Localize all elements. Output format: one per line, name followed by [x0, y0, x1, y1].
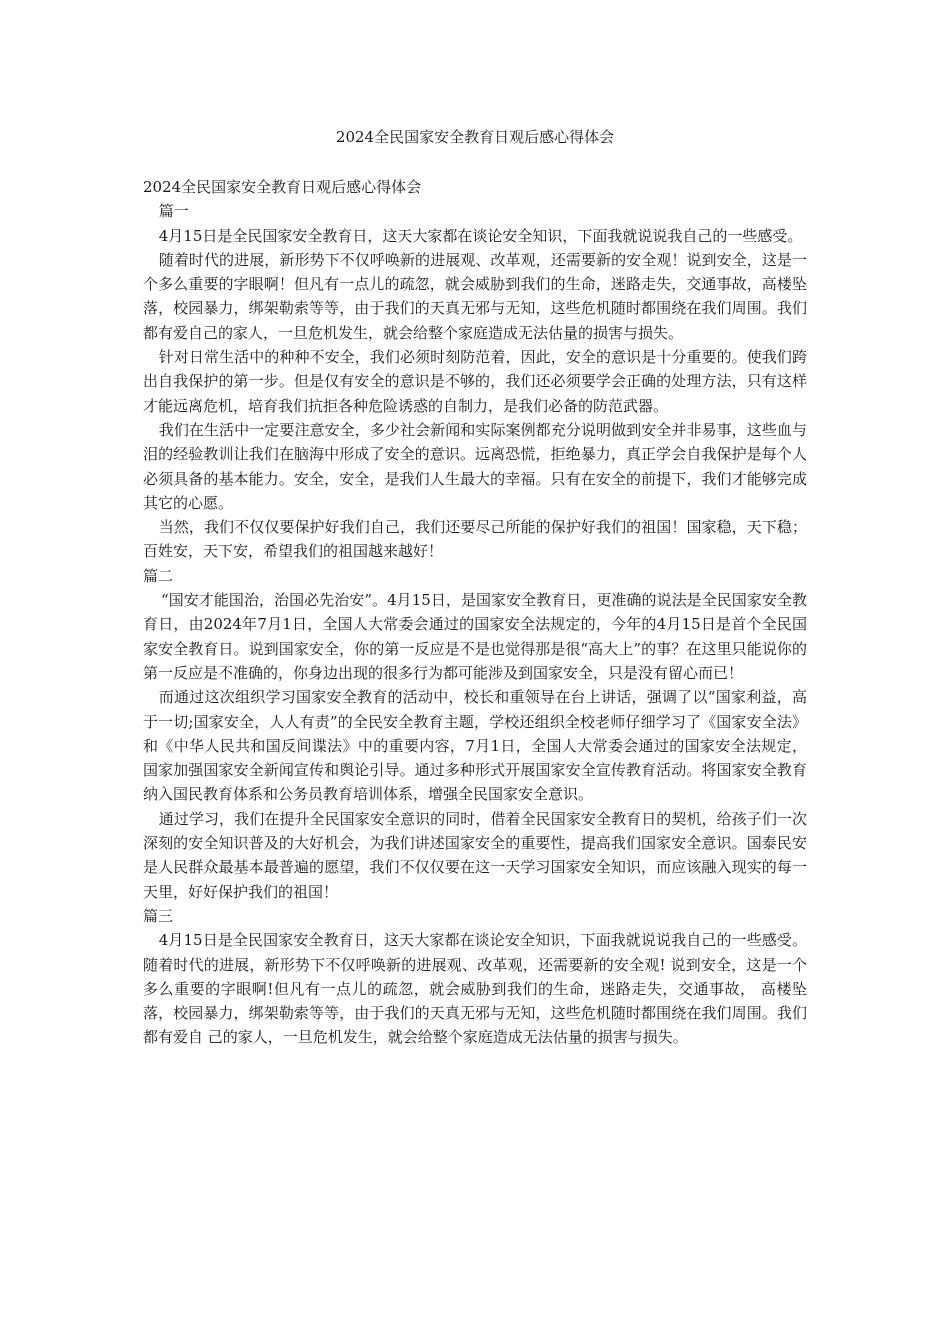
paragraph: 4月15日是全民国家安全教育日，这天大家都在谈论安全知识，下面我就说说我自己的一些感受。 随着时代的进展，新形势下不仅呼唤新的进展观、改革观，还需要新的安全观! 说到安全，这是一个多么重要的字眼啊!但凡有一点儿的疏忽，就会威胁到我们的生命，迷路走失，交通事故， 高楼坠落，校园暴力，绑架勒索等等，由于我们的天真无邪与无知，这些危机随时都围绕在我们周围。我们都有爱自 己的家人，一旦危机发生，就会给整个家庭造成无法估量的损害与损失。	[143, 931, 807, 1047]
paragraph: 篇二	[143, 566, 174, 585]
paragraph: 而通过这次组织学习国家安全教育的活动中，校长和重领导在台上讲话，强调了以“国家利益，高于一切;国家安全，人人有责”的全民安全教育主题，学校还组织全校老师仔细学习了《国家安全法》和《中华人民共和国反间谍法》中的重要内容，7月1日，全国人大常委会通过的国家安全法规定，国家加强国家安全新闻宣传和舆论引导。通过多种形式开展国家安全宣传教育活动。将国家安全教育纳入国民教育体系和公务员教育培训体系，增强全民国家安全意识。	[143, 688, 807, 804]
paragraph: 当然，我们不仅仅要保护好我们自己，我们还要尽己所能的保护好我们的祖国！国家稳，天下稳；百姓安，天下安，希望我们的祖国越来越好！	[143, 518, 807, 561]
paragraph: 随着时代的进展，新形势下不仅呼唤新的进展观、改革观，还需要新的安全观！说到安全，这是一个多么重要的字眼啊！但凡有一点儿的疏忽，就会威胁到我们的生命，迷路走失，交通事故，高楼坠落，校园暴力，绑架勒索等等，由于我们的天真无邪与无知，这些危机随时都围绕在我们周围。我们都有爱自己的家人，一旦危机发生，就会给整个家庭造成无法估量的损害与损失。	[143, 250, 807, 342]
paragraph: 我们在生活中一定要注意安全，多少社会新闻和实际案例都充分说明做到安全并非易事，这些血与泪的经验教训让我们在脑海中形成了安全的意识。远离恐慌，拒绝暴力，真正学会自我保护是每个人必须具备的基本能力。安全，安全，是我们人生最大的幸福。只有在安全的前提下，我们才能够完成其它的心愿。	[143, 420, 807, 512]
paragraph: 通过学习，我们在提升全民国家安全意识的同时，借着全民国家安全教育日的契机，给孩子们一次深刻的安全知识普及的大好机会，为我们讲述国家安全的重要性，提高我们国家安全意识。国泰民安是人民群众最基本最普遍的愿望，我们不仅仅要在这一天学习国家安全知识，而应该融入现实的每一天里，好好保护我们的祖国！	[143, 809, 807, 901]
document-subtitle: 2024全民国家安全教育日观后感心得体会	[143, 178, 422, 196]
paragraph: “国安才能国治，治国必先治安”。4月15日，是国家安全教育日，更准确的说法是全民国家安全教育日，由2024年7月1日，全国人大常委会通过的国家安全法规定的，今年的4月15日是首个全民国家安全教育日。说到国家安全，你的第一反应是不是也觉得那是很“高大上”的事？在这里只能说你的第一反应是不准确的，你身边出现的很多行为都可能涉及到国家安全，只是没有留心而已！	[143, 591, 807, 682]
paragraph: 篇一	[158, 202, 189, 221]
paragraph: 4月15日是全民国家安全教育日，这天大家都在谈论安全知识，下面我就说说我自己的一些感受。	[158, 226, 803, 245]
document-body	[143, 175, 807, 1050]
paragraph: 针对日常生活中的种种不安全，我们必须时刻防范着，因此，安全的意识是十分重要的。使我们跨出自我保护的第一步。但是仅有安全的意识是不够的，我们还必须要学会正确的处理方法，只有这样才能远离危机，培育我们抗拒各种危险诱惑的自制力，是我们必备的防范武器。	[143, 348, 807, 415]
document-title: 2024全民国家安全教育日观后感心得体会	[335, 128, 615, 146]
paragraph: 篇三	[143, 906, 174, 925]
